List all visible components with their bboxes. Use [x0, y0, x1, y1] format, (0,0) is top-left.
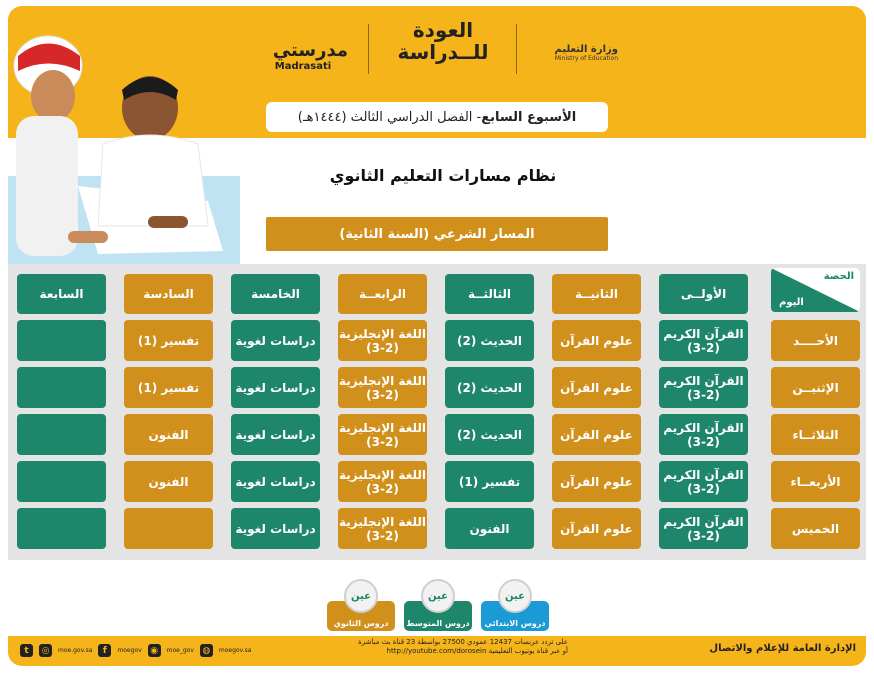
schedule-cell: [124, 508, 213, 549]
broadcast-note-satellite: على تردد عربسات 12437 عمودي 27500 بواسطة 23 قناة بث مباشرة: [358, 638, 568, 646]
schedule-cell: [17, 320, 106, 361]
schedule-cell: الفنون: [124, 461, 213, 502]
students-illustration: [8, 26, 240, 264]
broadcast-notes: [318, 638, 568, 656]
department-signature: الإدارة العامة للإعلام والاتصال: [709, 643, 856, 654]
day-label: الإثنيــن: [771, 367, 860, 408]
schedule-cell: علوم القرآن: [552, 320, 641, 361]
schedule-cell: دراسات لغوية: [231, 320, 320, 361]
channel-secondary-button[interactable]: [327, 590, 395, 631]
period-header: السادسة: [124, 274, 213, 314]
channel-label: دروس الابتدائي: [484, 619, 546, 628]
ministry-logo-en: Ministry of Education: [554, 55, 618, 62]
schedule-cell: اللغة الإنجليزية (2-3): [338, 367, 427, 408]
social-links: [20, 644, 251, 657]
period-header: الخامسة: [231, 274, 320, 314]
ministry-logo: [528, 24, 618, 80]
social-handle[interactable]: moe_gov: [166, 647, 194, 654]
back-to-school-logo: [388, 18, 498, 80]
ein-logo-icon: عين: [498, 579, 532, 613]
day-label: الأحــــد: [771, 320, 860, 361]
schedule-cell: الفنون: [445, 508, 534, 549]
twitter-icon[interactable]: t: [20, 644, 33, 657]
schedule-cell: [17, 414, 106, 455]
schedule-cell: اللغة الإنجليزية (2-3): [338, 461, 427, 502]
schedule-cell: القرآن الكريم (2-3): [659, 320, 748, 361]
day-label: الأربعــاء: [771, 461, 860, 502]
period-header: الرابعــة: [338, 274, 427, 314]
schedule-cell: تفسير (1): [124, 367, 213, 408]
logo-separator: [516, 24, 517, 74]
corner-day-label: اليوم: [779, 297, 804, 308]
web-icon[interactable]: ◍: [200, 644, 213, 657]
schedule-cell: دراسات لغوية: [231, 508, 320, 549]
facebook-icon[interactable]: f: [98, 644, 111, 657]
day-label: الثلاثــاء: [771, 414, 860, 455]
week-banner: [266, 102, 608, 132]
schedule-cell: القرآن الكريم (2-3): [659, 367, 748, 408]
schedule-cell: دراسات لغوية: [231, 367, 320, 408]
channel-buttons: [326, 581, 556, 633]
schedule-cell: [17, 508, 106, 549]
channel-intermediate-button[interactable]: [404, 590, 472, 631]
madrasati-logo-ar: مدرستي: [272, 40, 348, 61]
schedule-cell: اللغة الإنجليزية (2-3): [338, 508, 427, 549]
social-handle[interactable]: moe.gov.sa: [58, 647, 93, 654]
schedule-cell: [17, 461, 106, 502]
ein-logo-icon: عين: [344, 579, 378, 613]
track-banner: المسار الشرعي (السنة الثانية): [266, 217, 608, 251]
schedule-cell: اللغة الإنجليزية (2-3): [338, 320, 427, 361]
ein-logo-icon: عين: [421, 579, 455, 613]
broadcast-note-youtube[interactable]: أو عبر قناة يوتيوب التعليمية http://youtube.com/dorosein: [386, 647, 568, 655]
schedule-cell: الحديث (2): [445, 414, 534, 455]
poster-frame: [8, 6, 866, 666]
schedule-cell: القرآن الكريم (2-3): [659, 508, 748, 549]
channel-label: دروس المتوسط: [406, 619, 470, 628]
page-title: نظام مسارات التعليم الثانوي: [329, 166, 557, 185]
schedule-cell: الحديث (2): [445, 367, 534, 408]
schedule-cell: دراسات لغوية: [231, 461, 320, 502]
social-handle[interactable]: moegov.sa: [218, 647, 252, 654]
period-header: السابعة: [17, 274, 106, 314]
schedule-cell: تفسير (1): [445, 461, 534, 502]
grid-corner-header: [771, 268, 860, 312]
week-label: الأسبوع السابع: [481, 109, 577, 125]
period-header: الثالثــة: [445, 274, 534, 314]
footer: [8, 636, 866, 666]
schedule-cell: اللغة الإنجليزية (2-3): [338, 414, 427, 455]
channel-primary-button[interactable]: [481, 590, 549, 631]
schedule-cell: القرآن الكريم (2-3): [659, 414, 748, 455]
period-header: الأولــى: [659, 274, 748, 314]
ministry-logo-ar: وزارة التعليم: [554, 44, 618, 55]
back-to-school-line1: العودة: [412, 18, 474, 42]
schedule-cell: تفسير (1): [124, 320, 213, 361]
semester-label: - الفصل الدراسي الثالث (١٤٤٤هـ): [297, 109, 482, 125]
madrasati-logo-en: Madrasati: [274, 61, 332, 72]
logos-bar: [258, 18, 618, 80]
channel-label: دروس الثانوي: [333, 619, 389, 628]
logo-separator: [368, 24, 369, 74]
schedule-cell: دراسات لغوية: [231, 414, 320, 455]
schedule-cell: الحديث (2): [445, 320, 534, 361]
schedule-cell: القرآن الكريم (2-3): [659, 461, 748, 502]
day-label: الخميس: [771, 508, 860, 549]
schedule-cell: علوم القرآن: [552, 508, 641, 549]
instagram-icon[interactable]: ◎: [39, 644, 52, 657]
corner-period-label: الحصة: [823, 271, 854, 282]
period-header: الثانيــة: [552, 274, 641, 314]
social-handle[interactable]: moegov: [117, 647, 142, 654]
schedule-cell: الفنون: [124, 414, 213, 455]
schedule-cell: علوم القرآن: [552, 414, 641, 455]
back-to-school-line2: للــدراسة: [397, 40, 489, 64]
madrasati-logo: [258, 22, 348, 78]
schedule-cell: [17, 367, 106, 408]
snapchat-icon[interactable]: ◉: [148, 644, 161, 657]
schedule-cell: علوم القرآن: [552, 367, 641, 408]
schedule-cell: علوم القرآن: [552, 461, 641, 502]
